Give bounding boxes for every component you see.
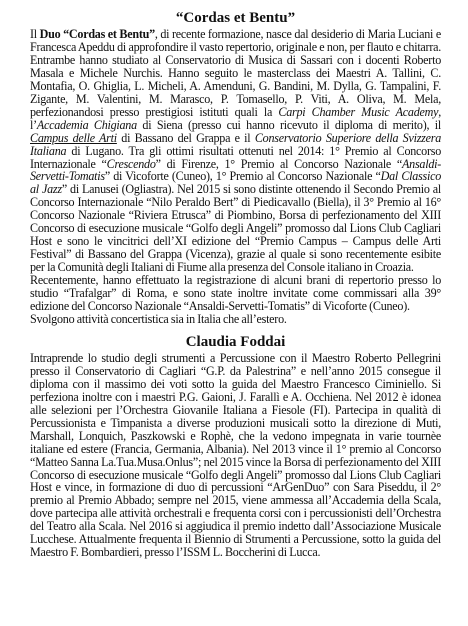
section-cordas-et-bentu <box>30 10 441 326</box>
bio-paragraph-duo: Il Duo “Cordas et Bentu”, di recente formazione, nasce dal desiderio di Maria Luciani e Francesca Apeddu di approfondire il vasto repertorio, originale e non, per flauto e chitarra. Entrambe hanno studiato al Conservatorio di Musica di Sassari con i docenti Roberto Masala e Michele Nurchis. Hanno seguito le masterclass dei Maestri A. Tallini, C. Montafia, O. Ghiglia, L. Micheli, A. Amenduni, G. Bandini, M. Dylla, G. Tampalini, F. Zigante, M. Valentini, M. Marasco, P. Tomasello, P. Viti, A. Oliva, M. Mela, perfezionandosi presso prestigiosi istituti quali la Carpi Chamber Music Academy, l’Accademia Chigiana di Siena (presso cui hanno ricevuto il diploma di merito), il Campus delle Arti di Bassano del Grappa e il Conservatorio Superiore della Svizzera Italiana di Lugano. Tra gli ottimi risultati ottenuti nel 2014: 1° Premio al Concorso Internazionale “Crescendo” di Firenze, 1° Premio al Concorso Nazionale “Ansaldi-Servetti-Tomatis” di Vicoforte (Cuneo), 1° Premio al Concorso Nazionale “Dal Classico al Jazz” di Lanusei (Ogliastra). Nel 2015 si sono distinte ottenendo il Secondo Premio al Concorso Internazionale “Nilo Peraldo Bert” di Piedicavallo (Biella), il 3° Premio al 16° Concorso Nazionale “Riviera Etrusca” di Piombino, Borsa di perfezionamento del XIII Concorso di esecuzione musicale “Golfo degli Angeli” promosso dal Lions Club Cagliari Host e sono le vincitrici dell’XI edizione del “Premio Campus – Campus delle Arti Festival” di Bassano del Grappa (Vicenza), grazie al quale si sono recentemente esibite per la Comunità degli Italiani di Fiume alla presenza del Console italiano in Croazia. <box>30 27 442 275</box>
section-claudia-foddai <box>30 334 441 559</box>
bio-paragraph-concerts: Svolgono attività concertistica sia in Italia che all’estero. <box>30 311 287 326</box>
section-spacer <box>30 326 441 334</box>
section-title: Claudia Foddai <box>185 333 286 350</box>
bio-paragraph-foddai: Intraprende lo studio degli strumenti a Percussione con il Maestro Roberto Pellegrini presso il Conservatorio di Cagliari “G.P. da Palestrina” e nell’anno 2015 consegue il diploma con il massimo dei voti sotto la guida del Maestro Francesco Ciminiello. Si perfeziona inoltre con i maestri P.G. Gaioni, J. Farallì e A. Occhiena. Nel 2012 è idonea alle selezioni per l’Orchestra Giovanile Italiana a Fiesole (FI). Partecipa in qualità di Percussionista e Timpanista a diverse produzioni musicali sotto la direzione di Muti, Marshall, Lonquich, Paszkowski e Rophè, che la vedono impegnata in varie tournèe italiane ed estere (Francia, Germania, Albania). Nel 2013 vince il 1° premio al Concorso “Matteo Sanna La.Tua.Musa.Onlus”; nel 2015 vince la Borsa di perfezionamento del XIII Concorso di esecuzione musicale “Golfo degli Angeli” promosso dal Lions Club Cagliari Host e vince, in formazione di duo di percussioni “ArGenDuo” con Sara Piseddu, il 2° premio al Premio Abbado; sempre nel 2015, viene ammessa all’Accademia della Scala, dove partecipa alle attività orchestrali e frequenta corsi con i percussionisti dell’Orchestra del Teatro alla Scala. Nel 2016 si aggiudica il premio indetto dall’Associazione Musicale Lucchese. Attualmente frequenta il Biennio di Strumenti a Percussione, sotto la guida del Maestro F. Bombardieri, presso l’ISSM L. Boccherini di Lucca. <box>30 350 441 560</box>
section-title: “Cordas et Bentu” <box>175 10 296 26</box>
bio-paragraph-recordings: Recentemente, hanno effettuato la registrazione di alcuni brani di repertorio presso lo studio “Trafalgar” di Roma, e sono state inoltre invitate come commissari alla 39° edizione del Concorso Nazionale “Ansaldi-Servetti-Tomatis” di Vicoforte (Cuneo). <box>30 273 441 314</box>
